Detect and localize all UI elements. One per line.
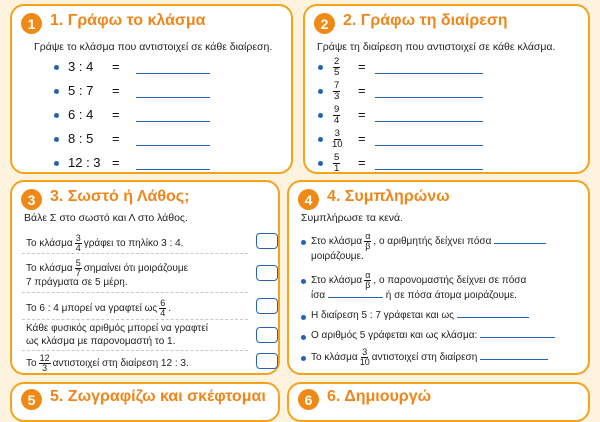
fraction: $\frac{5}{7}$	[75, 258, 81, 278]
division-expression: 3 : 4	[68, 59, 94, 74]
panel-instruction: Γράψε το κλάσμα που αντιστοιχεί σε κάθε διαίρεση.	[34, 41, 273, 53]
sentence-text: , ο παρονομαστής δείχνει σε πόσα	[373, 275, 527, 287]
bullet-icon	[54, 161, 59, 166]
answer-line[interactable]	[375, 121, 483, 122]
panel-true-false	[10, 180, 280, 375]
equals-sign: =	[112, 59, 120, 74]
fraction: $\frac{5}{1}$	[334, 152, 340, 174]
blank-line[interactable]	[328, 289, 383, 298]
equals-sign: =	[112, 155, 120, 170]
panel-write-fraction	[10, 4, 293, 174]
fraction: $\frac{6}{4}$	[160, 298, 166, 318]
statement-text: ως κλάσμα με παρονομαστή το 1.	[26, 336, 176, 347]
statement-text: Το κλάσμα	[26, 238, 73, 250]
equals-sign: =	[358, 107, 366, 122]
answer-line[interactable]	[136, 121, 210, 122]
true-false-statement	[22, 229, 248, 254]
blank-line[interactable]	[494, 235, 546, 244]
equals-sign: =	[112, 131, 120, 146]
statement-text: 7 πράγματα σε 5 μέρη.	[26, 277, 128, 288]
fraction: $\frac{3}{10}$	[332, 128, 343, 150]
equals-sign: =	[358, 83, 366, 98]
equals-sign: =	[358, 131, 366, 146]
bullet-icon	[318, 113, 323, 118]
panel-number-badge: 3	[21, 189, 42, 210]
sentence-text: Στο κλάσμα	[311, 275, 363, 287]
panel-create	[287, 382, 590, 422]
answer-box[interactable]	[256, 233, 278, 249]
panel-number-badge: 4	[298, 189, 319, 210]
panel-instruction: Συμπλήρωσε τα κενά.	[301, 212, 404, 224]
sentence-text: Ο αριθμός 5 γράφεται και ως κλάσμα:	[311, 330, 478, 341]
statement-text: αντιστοιχεί στη διαίρεση 12 : 3.	[52, 358, 189, 370]
fraction: $\frac{9}{4}$	[334, 104, 340, 126]
bullet-icon	[54, 137, 59, 142]
true-false-statement	[22, 351, 248, 373]
fraction: $\frac{7}{3}$	[334, 80, 340, 102]
equals-sign: =	[358, 59, 366, 74]
panel-title: 4. Συμπληρώνω	[327, 188, 450, 205]
answer-line[interactable]	[375, 73, 483, 74]
statement-text: Το 6 : 4 μπορεί να γραφτεί ως	[26, 303, 158, 315]
statement-text: .	[168, 303, 172, 315]
sentence-text: μοιράζουμε.	[311, 251, 364, 262]
blank-line[interactable]	[480, 351, 548, 360]
panel-draw-think	[10, 382, 280, 422]
panel-instruction: Γράψε τη διαίρεση που αντιστοιχεί σε κάθε κλάσμα.	[317, 41, 556, 53]
fraction: $\frac{\alpha}{\beta}$	[365, 270, 371, 290]
fraction: $\frac{2}{5}$	[334, 56, 340, 78]
division-expression: 5 : 7	[68, 83, 94, 98]
fraction: $\frac{3}{4}$	[75, 233, 81, 253]
answer-line[interactable]	[375, 169, 483, 170]
panel-title: 2. Γράφω τη διαίρεση	[343, 12, 508, 29]
true-false-statement	[22, 320, 248, 351]
equals-sign: =	[358, 155, 366, 170]
equals-sign: =	[112, 83, 120, 98]
statement-text: Το κλάσμα	[26, 263, 73, 275]
bullet-icon	[54, 113, 59, 118]
bullet-icon	[318, 65, 323, 70]
panel-number-badge: 1	[21, 13, 42, 34]
panel-write-division	[303, 4, 590, 174]
sentence-text: ίσα	[311, 290, 326, 301]
division-expression: 12 : 3	[68, 155, 101, 170]
panel-number-badge: 6	[298, 389, 319, 410]
panel-instruction: Βάλε Σ στο σωστό και Λ στο λάθος.	[24, 212, 188, 224]
answer-line[interactable]	[136, 97, 210, 98]
bullet-icon	[301, 240, 306, 245]
answer-box[interactable]	[256, 327, 278, 343]
bullet-icon	[301, 279, 306, 284]
bullet-icon	[301, 356, 306, 361]
answer-line[interactable]	[375, 97, 483, 98]
statement-text: γράφει το πηλίκο 3 : 4.	[83, 238, 184, 250]
panel-fill-blanks	[287, 180, 590, 375]
blank-line[interactable]	[480, 329, 555, 338]
answer-line[interactable]	[136, 169, 210, 170]
statement-text: Το	[26, 358, 37, 370]
panel-number-badge: 5	[21, 389, 42, 410]
panel-title: 5. Ζωγραφίζω και σκέφτομαι	[50, 388, 266, 405]
statement-text: σημαίνει ότι μοιράζουμε	[83, 263, 189, 275]
division-expression: 8 : 5	[68, 131, 94, 146]
division-expression: 6 : 4	[68, 107, 94, 122]
fraction: $\frac{\alpha}{\beta}$	[365, 231, 371, 251]
fraction: $\frac{3}{10}$	[359, 347, 370, 367]
panel-title: 3. Σωστό ή Λάθος;	[50, 188, 190, 205]
sentence-text: Η διαίρεση 5 : 7 γράφεται και ως	[311, 310, 454, 321]
panel-number-badge: 2	[314, 13, 335, 34]
sentence-text: αντιστοιχεί στη διαίρεση	[371, 352, 478, 364]
true-false-statement	[22, 254, 248, 293]
answer-box[interactable]	[256, 298, 278, 314]
answer-box[interactable]	[256, 265, 278, 281]
answer-line[interactable]	[136, 73, 210, 74]
sentence-text: ή σε πόσα άτομα μοιράζουμε.	[385, 290, 517, 301]
sentence-text: Το κλάσμα	[311, 352, 358, 364]
panel-title: 1. Γράφω το κλάσμα	[50, 12, 206, 29]
bullet-icon	[54, 89, 59, 94]
bullet-icon	[301, 315, 306, 320]
bullet-icon	[54, 65, 59, 70]
bullet-icon	[301, 335, 306, 340]
bullet-icon	[318, 137, 323, 142]
panel-title: 6. Δημιουργώ	[327, 388, 432, 405]
statement-text: Κάθε φυσικός αριθμός μπορεί να γραφτεί	[26, 323, 208, 334]
answer-box[interactable]	[256, 353, 278, 369]
bullet-icon	[318, 89, 323, 94]
blank-line[interactable]	[457, 309, 529, 318]
equals-sign: =	[112, 107, 120, 122]
fraction: $\frac{12}{3}$	[39, 353, 50, 373]
true-false-statement	[22, 293, 248, 320]
answer-line[interactable]	[375, 145, 483, 146]
answer-line[interactable]	[136, 145, 210, 146]
sentence-text: Στο κλάσμα	[311, 236, 363, 248]
bullet-icon	[318, 161, 323, 166]
sentence-text: , ο αριθμητής δείχνει πόσα	[373, 236, 492, 248]
